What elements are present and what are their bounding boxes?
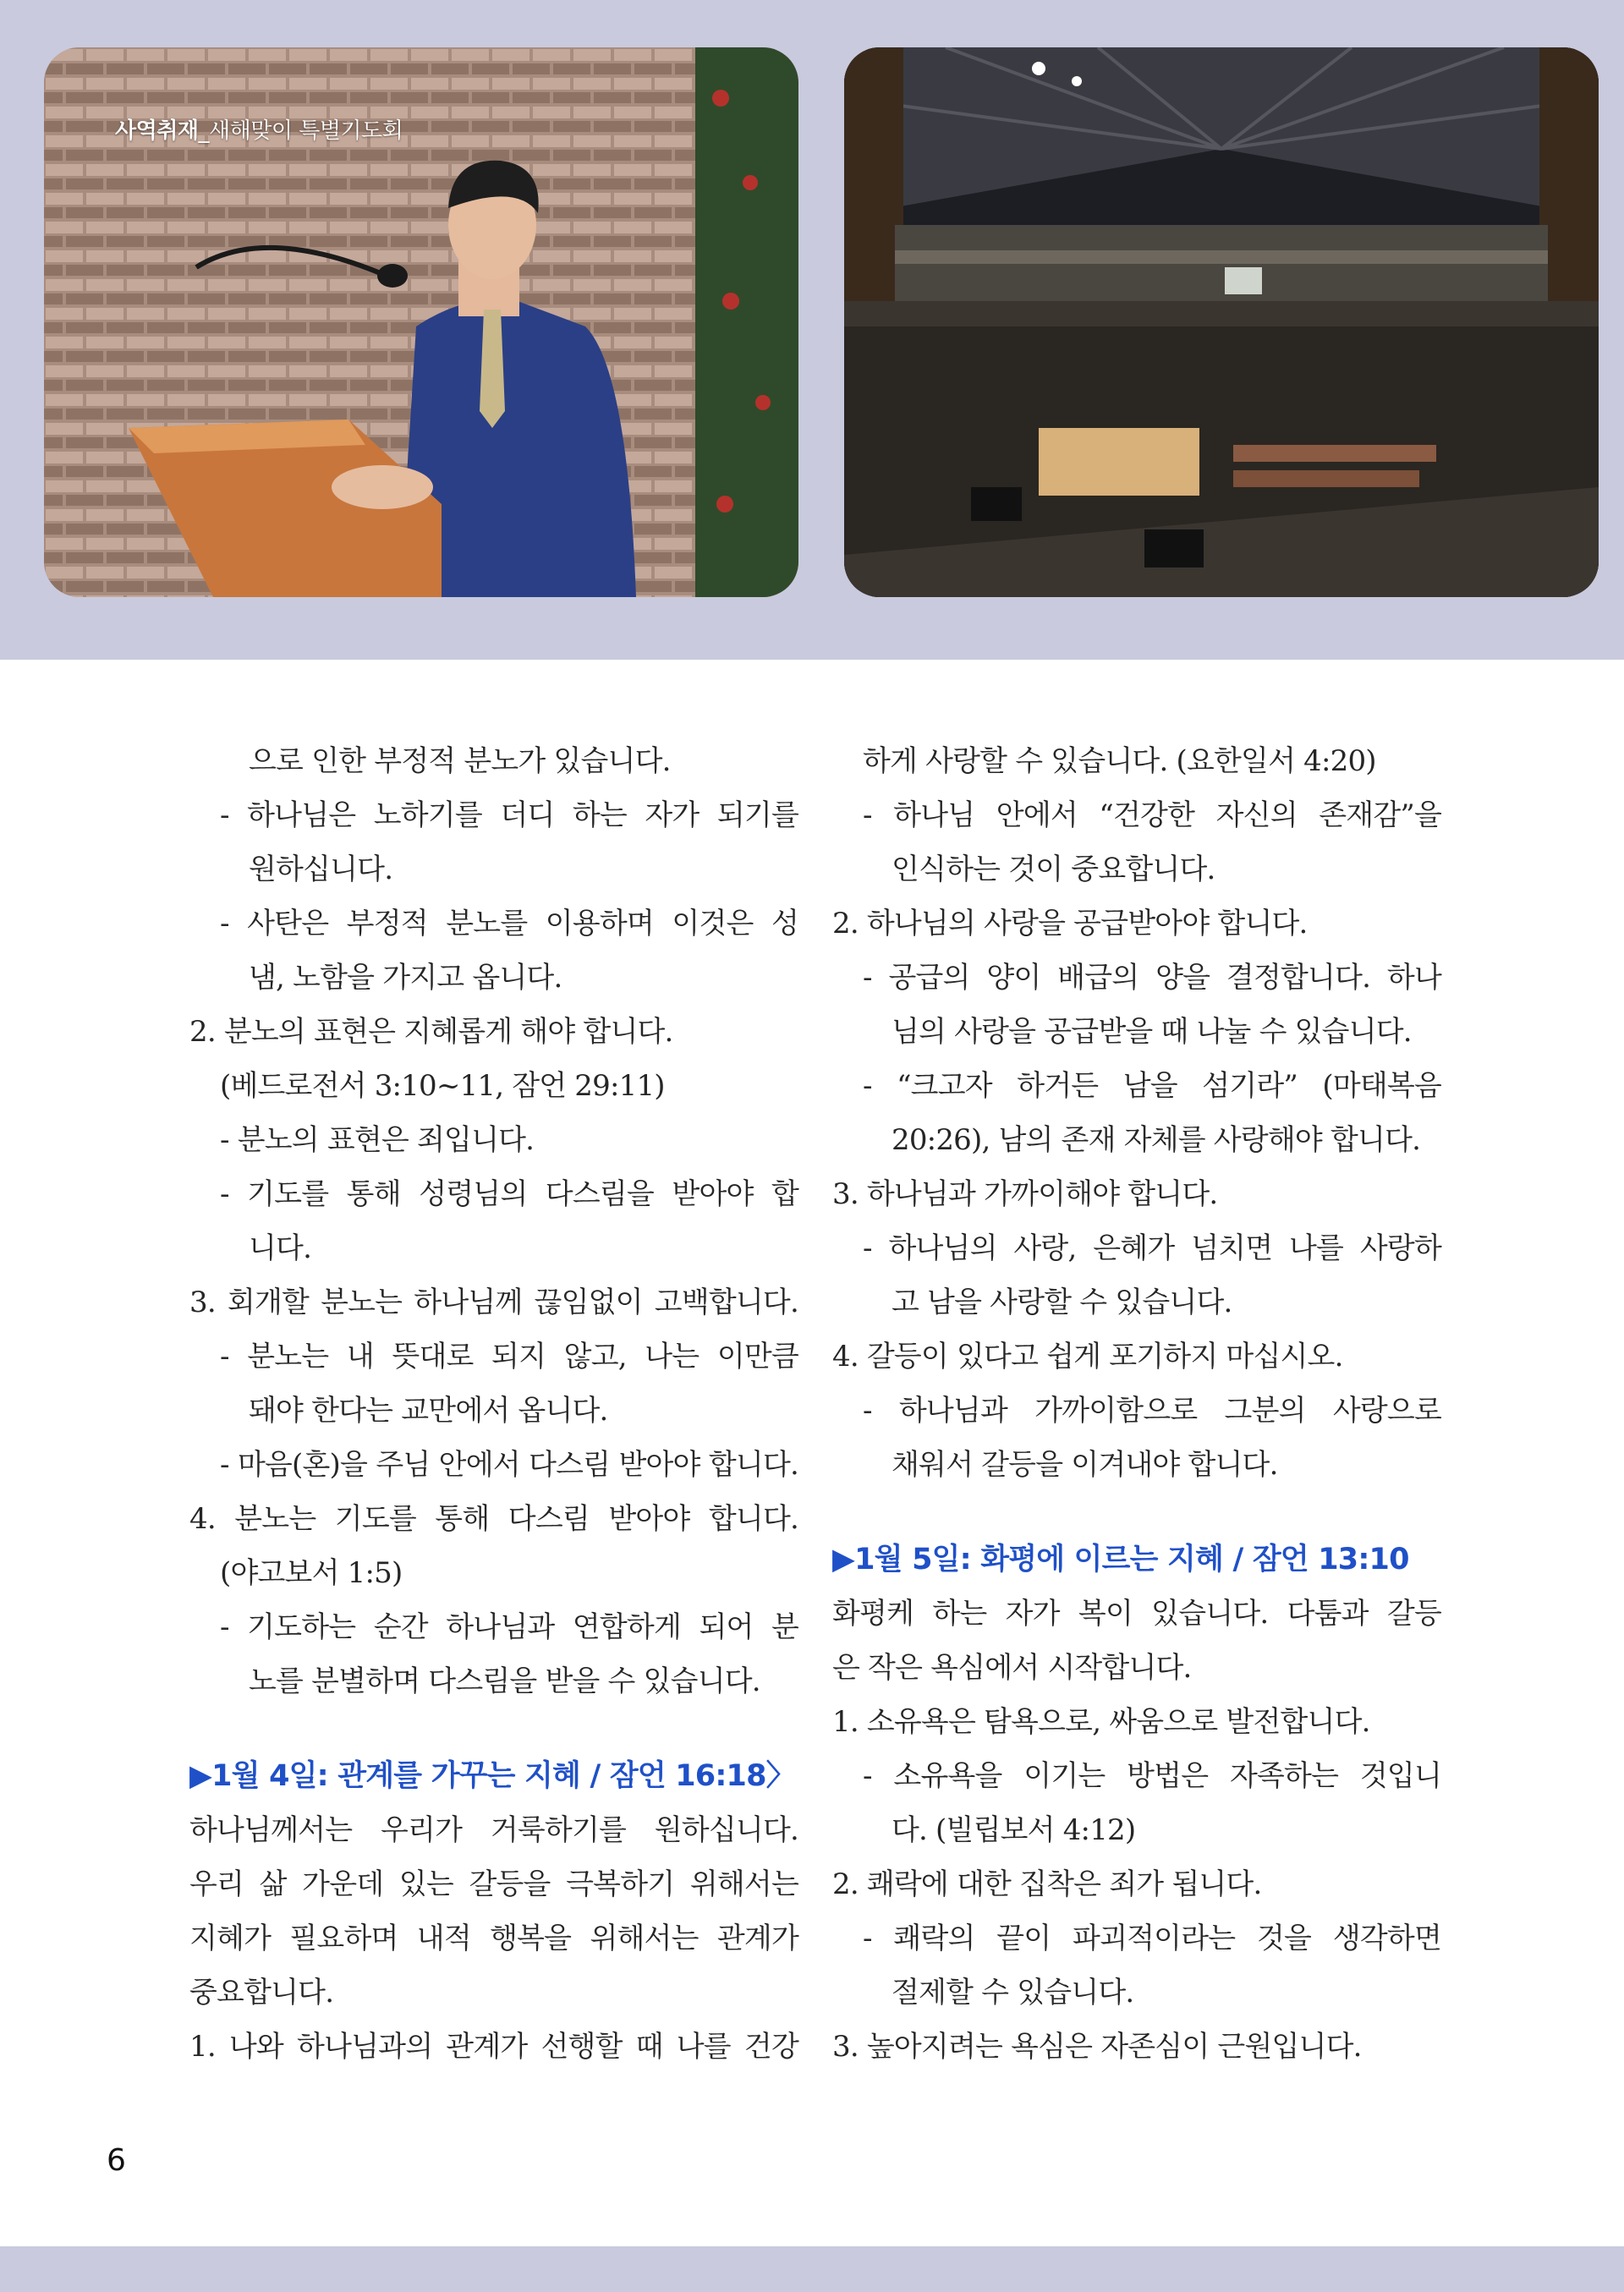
photo-congregation xyxy=(844,47,1599,597)
text-line: - 기도를 통해 성령님의 다스림을 받아야 합 xyxy=(220,1177,798,1211)
section-heading-jan4: ▶1월 4일: 관계를 가꾸는 지혜 / 잠언 16:18〉 xyxy=(189,1759,795,1793)
text-line: 4. 갈등이 있다고 쉽게 포기하지 마십시오. xyxy=(832,1340,1343,1374)
section-label-strong: 사역취재 xyxy=(115,118,199,144)
text-line: 인식하는 것이 중요합니다. xyxy=(892,853,1215,886)
text-line: - 기도하는 순간 하나님과 연합하게 되어 분 xyxy=(220,1610,798,1644)
text-line: 1. 소유욕은 탐욕으로, 싸움으로 발전합니다. xyxy=(832,1705,1370,1739)
text-line: - 마음(혼)을 주님 안에서 다스림 받아야 합니다. xyxy=(220,1448,798,1482)
text-line: 은 작은 욕심에서 시작합니다. xyxy=(832,1651,1192,1685)
text-line: 하게 사랑할 수 있습니다. (요한일서 4:20) xyxy=(863,744,1376,778)
text-line: 2. 분노의 표현은 지혜롭게 해야 합니다. xyxy=(189,1015,673,1049)
text-line: 원하십니다. xyxy=(249,853,393,886)
text-line: - “크고자 하거든 남을 섬기라” (마태복음 xyxy=(863,1069,1441,1103)
text-line: - 사탄은 부정적 분노를 이용하며 이것은 성 xyxy=(220,907,798,940)
text-line: 니다. xyxy=(249,1231,312,1265)
text-line: 냄, 노함을 가지고 옵니다. xyxy=(249,961,562,995)
text-line: 우리 삶 가운데 있는 갈등을 극복하기 위해서는 xyxy=(189,1867,798,1901)
text-line: 2. 쾌락에 대한 집착은 죄가 됩니다. xyxy=(832,1867,1262,1901)
text-line: - 소유욕을 이기는 방법은 자족하는 것입니 xyxy=(863,1759,1441,1793)
section-label-rest: _새해맞이 특별기도회 xyxy=(198,118,403,144)
text-column-right xyxy=(832,734,1441,2074)
text-line: - 하나님과 가까이함으로 그분의 사랑으로 xyxy=(863,1394,1441,1428)
text-line: 으로 인한 부정적 분노가 있습니다. xyxy=(249,744,671,778)
text-line: 3. 회개할 분노는 하나님께 끊임없이 고백합니다. xyxy=(189,1286,798,1319)
text-line: - 분노는 내 뜻대로 되지 않고, 나는 이만큼 xyxy=(220,1340,798,1374)
text-line: - 하나님은 노하기를 더디 하는 자가 되기를 xyxy=(220,798,798,832)
text-line: 절제할 수 있습니다. xyxy=(892,1976,1134,2010)
text-line: - 공급의 양이 배급의 양을 결정합니다. 하나 xyxy=(863,961,1441,995)
text-line: - 하나님의 사랑, 은혜가 넘치면 나를 사랑하 xyxy=(863,1231,1441,1265)
text-line: 돼야 한다는 교만에서 옵니다. xyxy=(249,1394,608,1428)
text-line: 지혜가 필요하며 내적 행복을 위해서는 관계가 xyxy=(189,1922,798,1955)
text-line: (베드로전서 3:10~11, 잠언 29:11) xyxy=(220,1069,665,1103)
text-line: - 쾌락의 끝이 파괴적이라는 것을 생각하면 xyxy=(863,1922,1441,1955)
text-column-left xyxy=(189,734,798,2074)
text-line: 다. (빌립보서 4:12) xyxy=(892,1813,1136,1847)
section-heading-jan5: ▶1월 5일: 화평에 이르는 지혜 / 잠언 13:10 xyxy=(832,1543,1409,1576)
text-line: 고 남을 사랑할 수 있습니다. xyxy=(892,1286,1232,1319)
text-line: 채워서 갈등을 이겨내야 합니다. xyxy=(892,1448,1278,1482)
text-line: - 분노의 표현은 죄입니다. xyxy=(220,1123,535,1157)
text-line: 중요합니다. xyxy=(189,1976,334,2010)
text-line: 노를 분별하며 다스림을 받을 수 있습니다. xyxy=(249,1664,760,1698)
text-line: 2. 하나님의 사랑을 공급받아야 합니다. xyxy=(832,907,1308,940)
page-number: 6 xyxy=(107,2143,126,2178)
text-line: - 하나님 안에서 “건강한 자신의 존재감”을 xyxy=(863,798,1441,832)
photo-pastor-preaching xyxy=(44,47,798,597)
text-line: 1. 나와 하나님과의 관계가 선행할 때 나를 건강 xyxy=(189,2030,798,2064)
text-line: (야고보서 1:5) xyxy=(220,1556,403,1590)
text-line: 4. 분노는 기도를 통해 다스림 받아야 합니다. xyxy=(189,1502,798,1536)
sanctuary-congregation-image xyxy=(844,47,1599,597)
text-line: 3. 높아지려는 욕심은 자존심이 근원입니다. xyxy=(832,2030,1362,2064)
text-line: 화평케 하는 자가 복이 있습니다. 다툼과 갈등 xyxy=(832,1597,1441,1631)
text-line: 20:26), 남의 존재 자체를 사랑해야 합니다. xyxy=(892,1123,1421,1157)
bottom-band xyxy=(0,2246,1624,2292)
section-label xyxy=(115,113,403,145)
text-line: 3. 하나님과 가까이해야 합니다. xyxy=(832,1177,1218,1211)
text-line: 하나님께서는 우리가 거룩하기를 원하십니다. xyxy=(189,1813,798,1847)
text-line: 님의 사랑을 공급받을 때 나눌 수 있습니다. xyxy=(892,1015,1412,1049)
